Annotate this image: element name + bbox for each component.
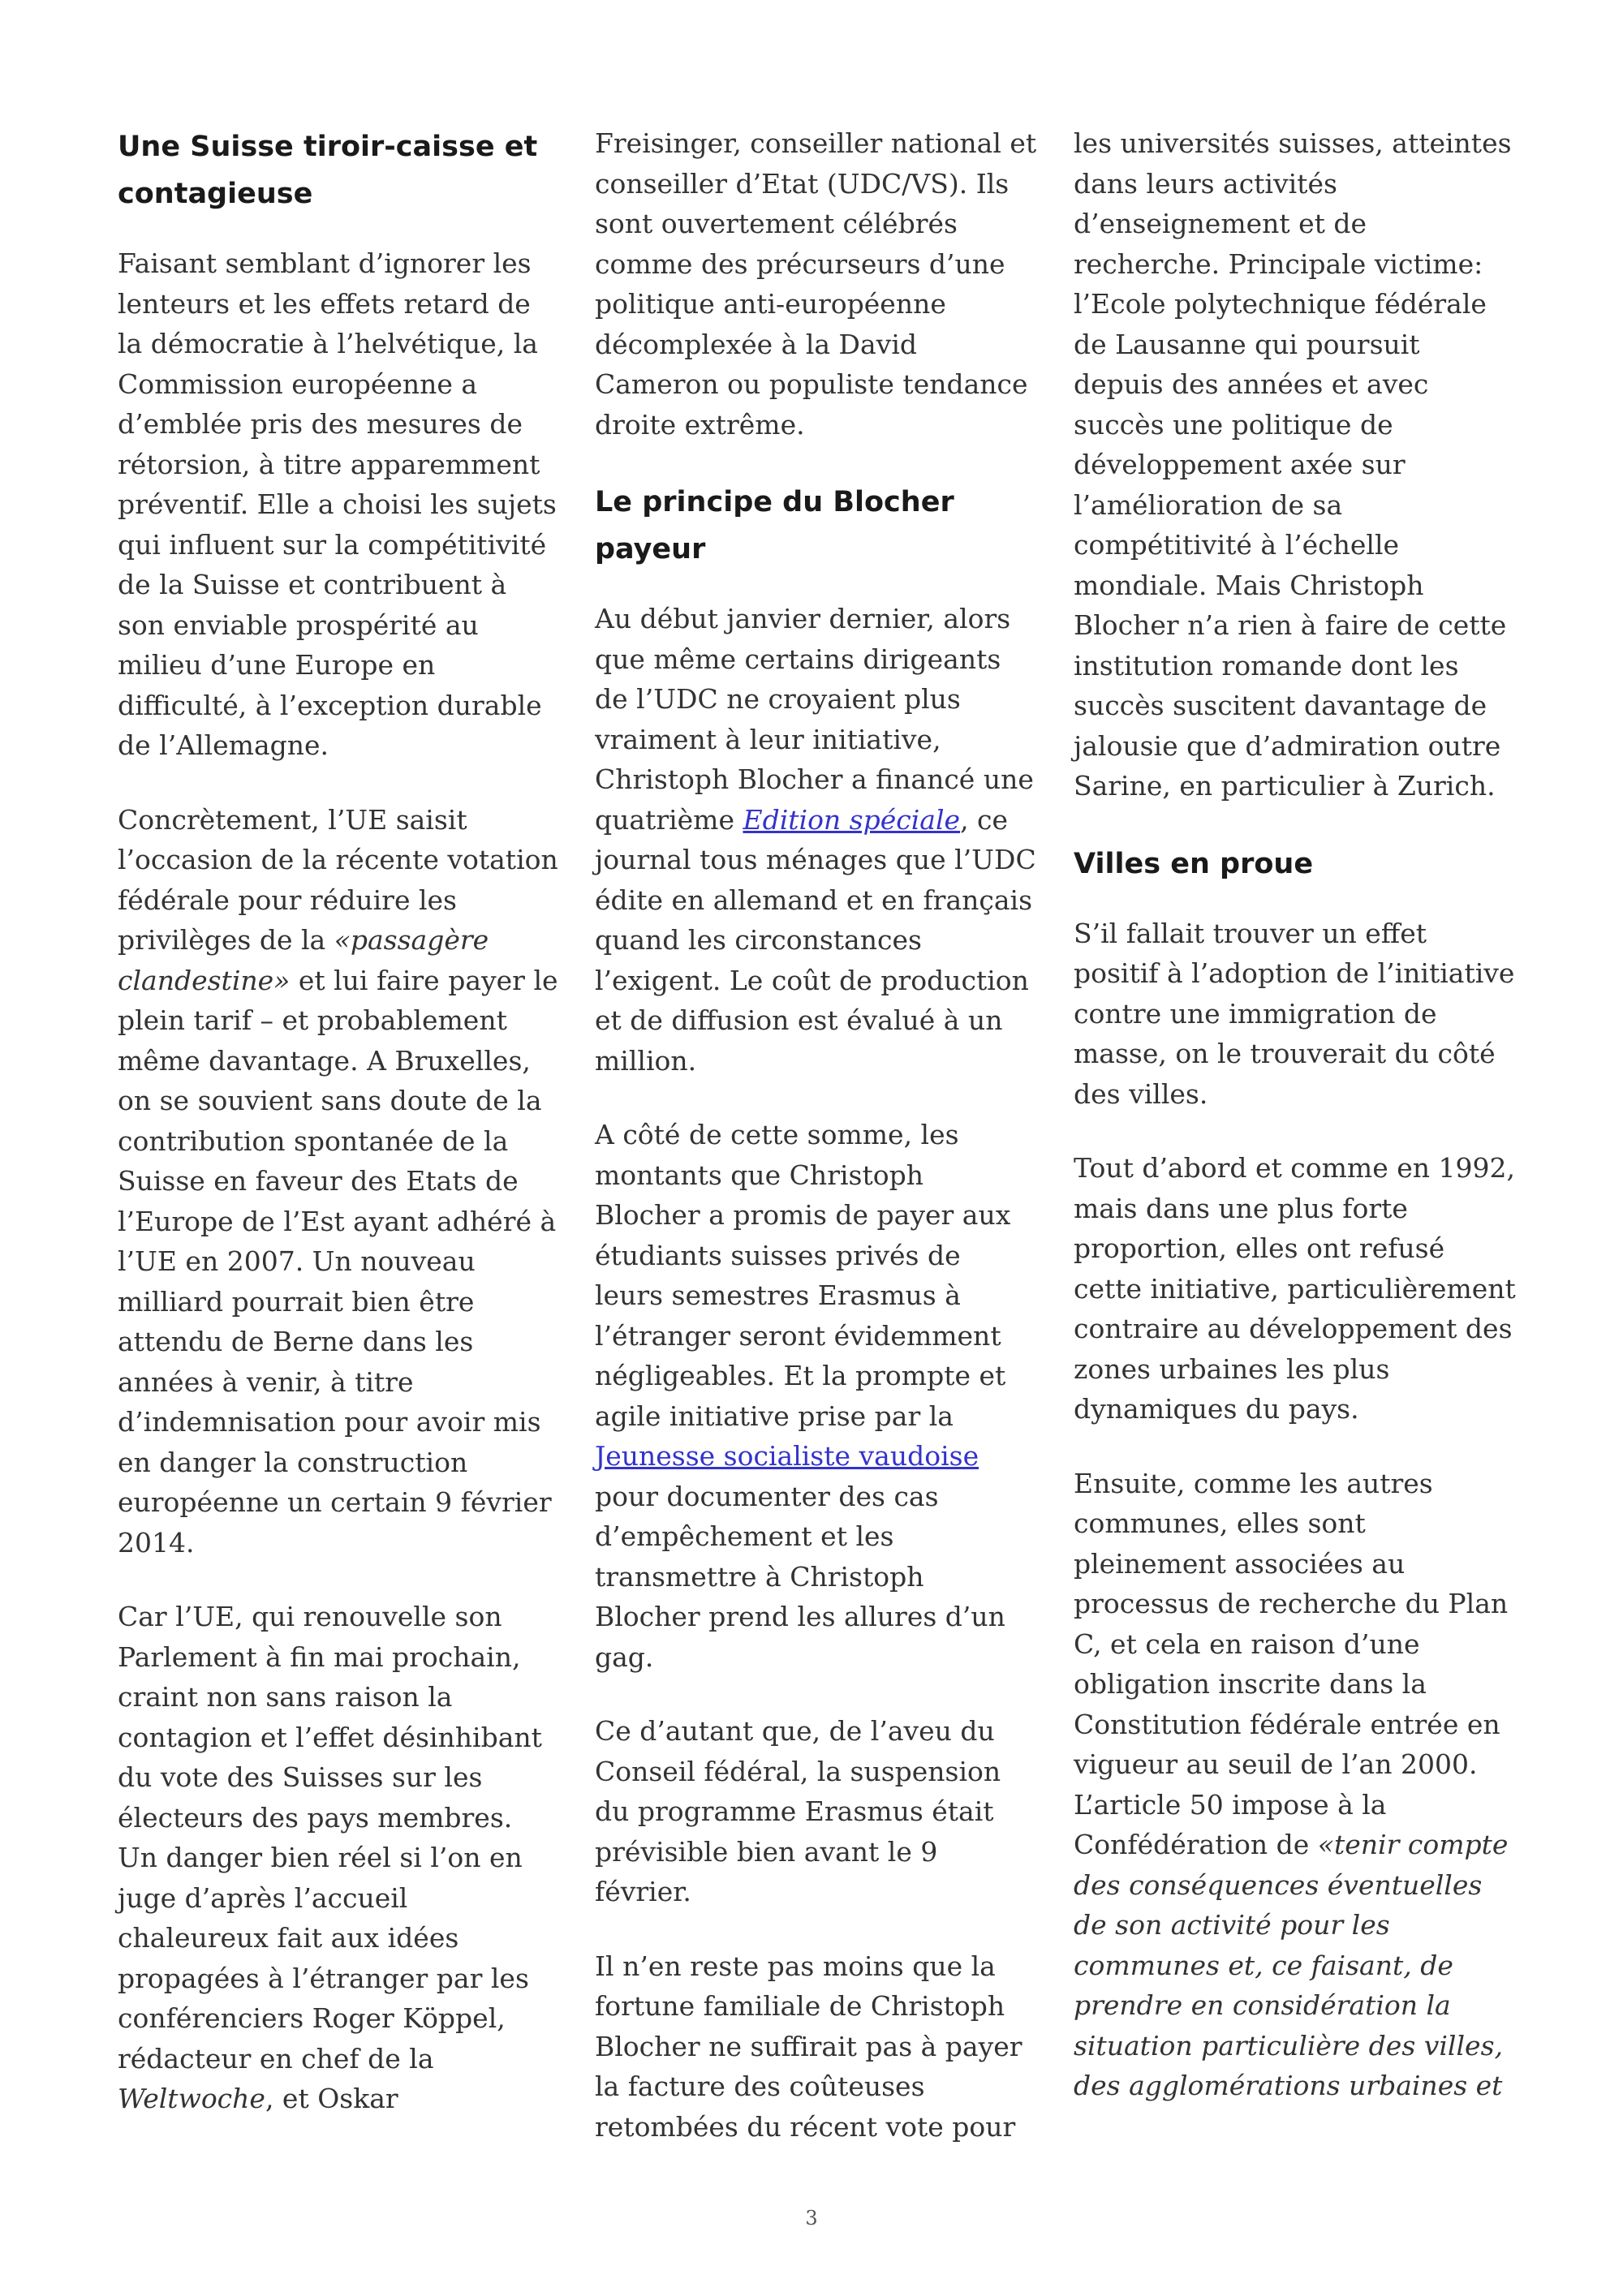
paragraph: S’il fallait trouver un effet positif à l’adoption de l’initiative contre une immigration de masse, on le trouverait du côté des villes. (1074, 917, 1515, 1110)
column-1 (118, 123, 560, 2153)
page-number: 3 (805, 2207, 818, 2229)
heading-suisse-tiroir-caisse: Une Suisse tiroir-caisse et contagieuse (118, 131, 538, 210)
heading-principe-blocher-payeur: Le principe du Blocher payeur (595, 486, 954, 565)
paragraph: Car l’UE, qui renouvelle son Parlement à fin mai prochain, craint non sans raison la contagion et l’effet désinhibant du vote des Suisses sur les électeurs des pays membres. Un danger bien réel si l’on en juge d’après l’accueil chaleureux fait aux idées propagées à l’étranger par les conférenciers Roger Köppel, rédacteur en chef de la Weltwoche, et Oskar (118, 1601, 542, 2114)
paragraph: A côté de cette somme, les montants que Christoph Blocher a promis de payer aux étudiants suisses privés de leurs semestres Erasmus à l’étranger seront évidemment négligeables. Et la prompte et agile initiative prise par la Jeunesse socialiste vaudoise pour documenter des cas d’empêchement et les transmettre à Christoph Blocher prend les allures d’un gag. (595, 1119, 1011, 1673)
column-2 (595, 123, 1037, 2181)
paragraph: Ce d’autant que, de l’aveu du Conseil fédéral, la suspension du programme Erasmus était prévisible bien avant le 9 février. (595, 1715, 1001, 1907)
link-jeunesse-socialiste-vaudoise[interactable]: Jeunesse socialiste vaudoise (595, 1440, 979, 1472)
paragraph: Tout d’abord et comme en 1992, mais dans une plus forte proportion, elles ont refusé cette initiative, particulièrement contraire au développement des zones urbaines les plus dynamiques du pays. (1074, 1152, 1516, 1425)
paragraph: Au début janvier dernier, alors que même certains dirigeants de l’UDC ne croyaient plus vraiment à leur initiative, Christoph Blocher a financé une quatrième Edition spéciale, ce journal tous ménages que l’UDC édite en allemand et en français quand les circonstances l’exigent. Le coût de production et de diffusion est évalué à un million. (595, 603, 1036, 1077)
paragraph: Faisant semblant d’ignorer les lenteurs et les effets retard de la démocratie à l’helvétique, la Commission européenne a d’emblée pris des mesures de rétorsion, à titre apparemment préventif. Elle a choisi les sujets qui influent sur la compétitivité de la Suisse et contribuent à son enviable prospérité au milieu d’une Europe en difficulté, à l’exception durable de l’Allemagne. (118, 247, 557, 761)
paragraph: Freisinger, conseiller national et conseiller d’Etat (UDC/VS). Ils sont ouvertement célébrés comme des précurseurs d’une politique anti-européenne décomplexée à la David Cameron ou populiste tendance droite extrême. (595, 127, 1037, 441)
link-edition-speciale[interactable]: Edition spéciale (743, 803, 961, 836)
column-3 (1074, 123, 1516, 2140)
heading-villes-en-proue: Villes en proue (1074, 847, 1314, 880)
paragraph: Concrètement, l’UE saisit l’occasion de la récente votation fédérale pour réduire les privilèges de la «passagère clandestine» et lui faire payer le plein tarif – et probablement même davantage. A Bruxelles, on se souvient sans doute de la contribution spontanée de la Suisse en faveur des Etats de l’Europe de l’Est ayant adhéré à l’UE en 2007. Un nouveau milliard pourrait bien être attendu de Berne dans les années à venir, à titre d’indemnisation pour avoir mis en danger la construction européenne un certain 9 février 2014. (118, 803, 558, 1559)
paragraph: les universités suisses, atteintes dans leurs activités d’enseignement et de recherche. Principale victime: l’Ecole polytechnique fédérale de Lausanne qui poursuit depuis des années et avec succès une politique de développement axée sur l’amélioration de sa compétitivité à l’échelle mondiale. Mais Christoph Blocher n’a rien à faire de cette institution romande dont les succès suscitent davantage de jalousie que d’admiration outre Sarine, en particulier à Zurich. (1074, 127, 1512, 802)
paragraph: Ensuite, comme les autres communes, elles sont pleinement associées au processus de recherche du Plan C, et cela en raison d’une obligation inscrite dans la Constitution fédérale entrée en vigueur au seuil de l’an 2000. L’article 50 impose à la Confédération de «tenir compte des conséquences éventuelles de son activité pour les communes et, ce faisant, de prendre en considération la situation particulière des villes, des agglomérations urbaines et (1074, 1467, 1509, 2101)
paragraph: Il n’en reste pas moins que la fortune familiale de Christoph Blocher ne suffirait pas à payer la facture des coûteuses retombées du récent vote pour (595, 1950, 1022, 2143)
